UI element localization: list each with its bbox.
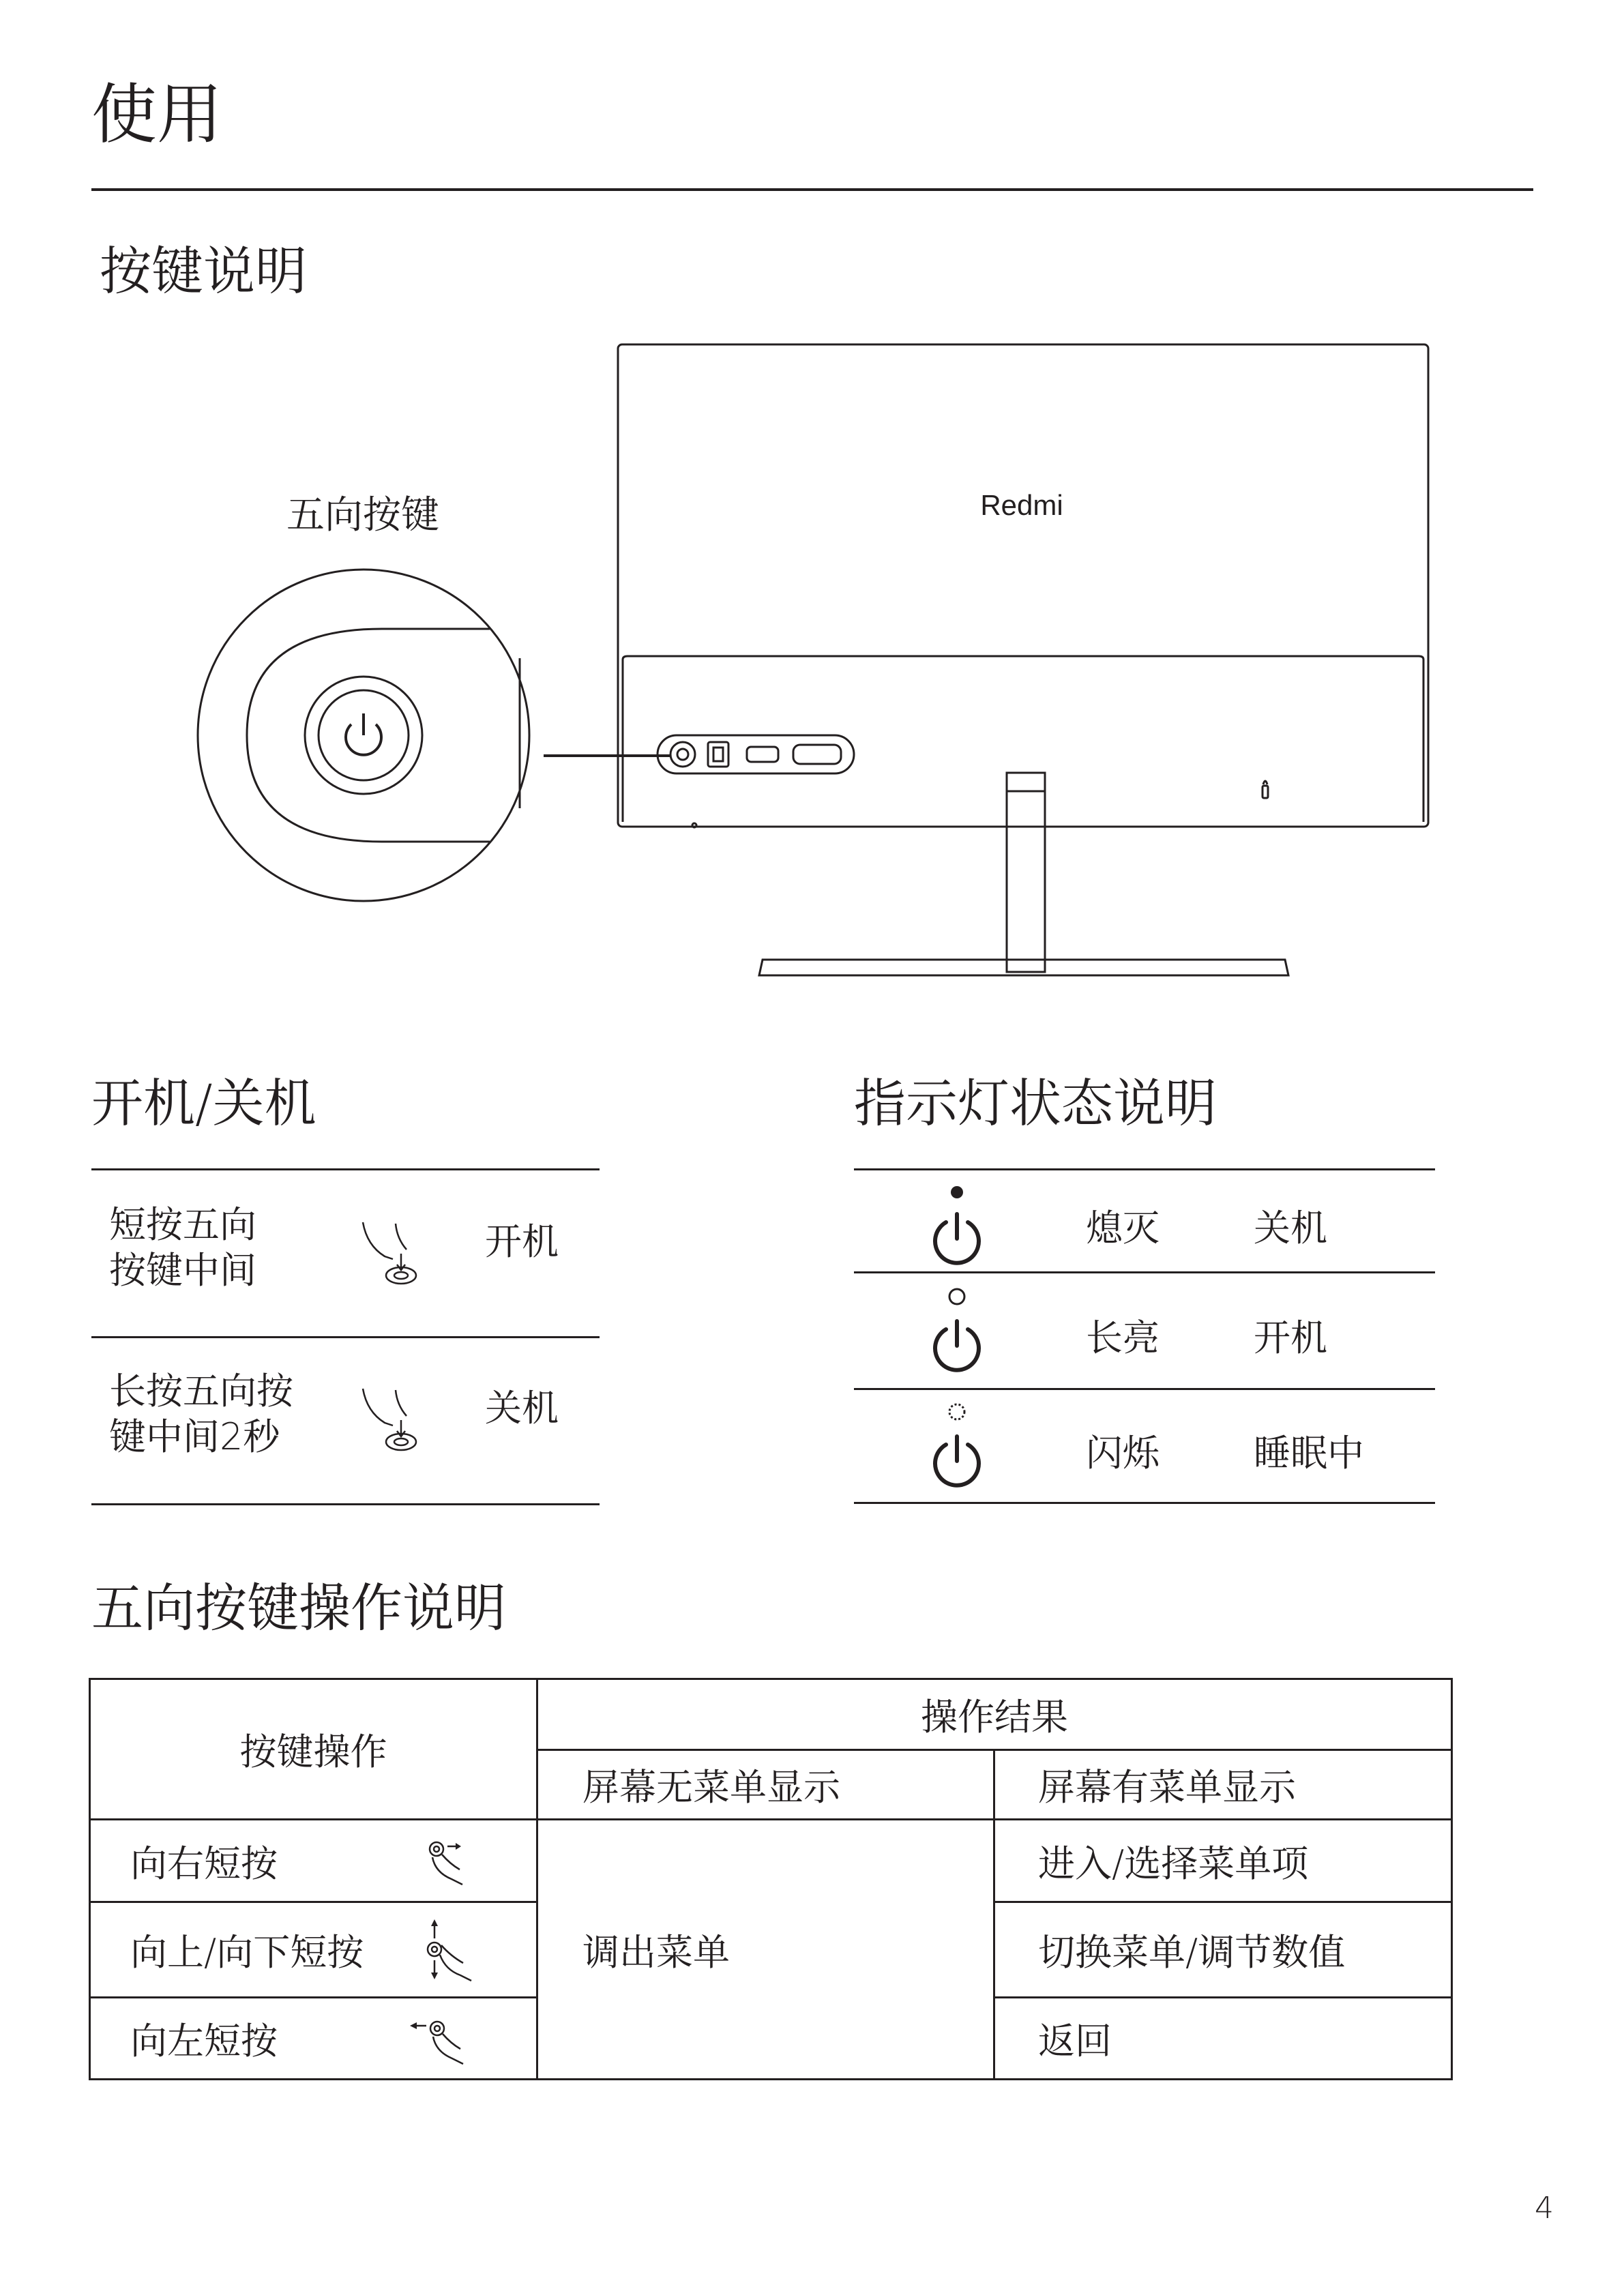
indicator-state: 开机 <box>1254 1316 1327 1359</box>
power-action-line2: 按键中间 <box>109 1249 256 1292</box>
indicator-state: 睡眠中 <box>1254 1432 1364 1475</box>
indicator-heading: 指示灯状态说明 <box>854 1073 1217 1134</box>
indicator-row <box>854 1273 1435 1388</box>
vga-port <box>793 745 841 764</box>
keys-heading: 按键说明 <box>100 241 307 301</box>
indicator-row <box>854 1390 1435 1502</box>
stand-neck <box>1007 773 1045 972</box>
power-button-small <box>670 742 695 767</box>
header-no-menu: 屏幕无菜单显示 <box>582 1766 840 1809</box>
finger-press-icon <box>357 1218 439 1293</box>
header-operation-result: 操作结果 <box>921 1696 1068 1739</box>
table-row <box>91 1903 536 1996</box>
table-row <box>91 1820 536 1901</box>
press-right-icon <box>415 1834 483 1889</box>
power-table-bottom-rule <box>91 1503 600 1505</box>
action-label: 向上/向下短按 <box>130 1931 364 1974</box>
power-action-line2: 键中间2秒 <box>109 1415 280 1458</box>
led-off-filled-dot-icon <box>926 1184 994 1273</box>
page-title: 使用 <box>91 76 222 153</box>
page-number: 4 <box>1535 2191 1554 2226</box>
press-up-down-icon <box>411 1915 486 1990</box>
power-result: 开机 <box>485 1220 559 1263</box>
power-row <box>91 1170 600 1336</box>
with-menu-result: 切换菜单/调节数值 <box>1038 1931 1346 1974</box>
led-on-hollow-dot-icon <box>926 1287 994 1383</box>
monitor-rear-housing <box>623 656 1423 822</box>
joystick-operation-table <box>89 1678 1453 2080</box>
finger-press-icon <box>357 1385 439 1460</box>
monitor-panel-outline <box>618 344 1428 827</box>
brand-logo: Redmi <box>980 489 1063 521</box>
stand-base <box>759 960 1288 975</box>
indicator-light: 长亮 <box>1086 1316 1160 1359</box>
table-row <box>91 1998 536 2078</box>
dc-port <box>708 742 728 767</box>
power-heading: 开机/关机 <box>91 1073 316 1134</box>
power-result: 关机 <box>485 1387 559 1430</box>
port-cluster <box>658 735 854 773</box>
press-left-icon <box>404 2013 479 2068</box>
indicator-row <box>854 1170 1435 1271</box>
no-menu-result: 调出菜单 <box>582 1930 730 1974</box>
hdmi-port <box>747 747 778 762</box>
with-menu-result: 进入/选择菜单项 <box>1038 1842 1309 1885</box>
power-action-line1: 长按五向按 <box>109 1370 293 1413</box>
monitor-back-illustration <box>0 0 1624 1023</box>
lock-slot <box>1263 786 1268 798</box>
indicator-table-bottom-rule <box>854 1502 1435 1504</box>
led-blink-dotted-dot-icon <box>926 1402 994 1498</box>
indicator-light: 熄灭 <box>1086 1207 1160 1250</box>
joystick-callout-label: 五向按键 <box>286 493 439 537</box>
power-action-line1: 短按五向 <box>109 1203 256 1246</box>
indicator-light: 闪烁 <box>1086 1432 1160 1475</box>
header-key-operation: 按键操作 <box>239 1730 387 1773</box>
with-menu-result: 返回 <box>1038 2020 1112 2063</box>
joystick-heading: 五向按键操作说明 <box>91 1578 506 1638</box>
indicator-state: 关机 <box>1254 1207 1327 1250</box>
power-row <box>91 1338 600 1504</box>
action-label: 向右短按 <box>130 1842 278 1885</box>
action-label: 向左短按 <box>130 2020 278 2063</box>
header-with-menu: 屏幕有菜单显示 <box>1038 1766 1296 1809</box>
